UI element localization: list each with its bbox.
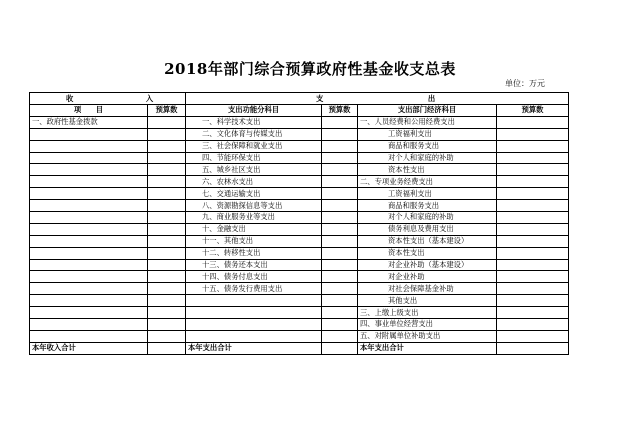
function-item-cell: 四、节能环保支出 xyxy=(186,152,322,164)
income-budget-cell xyxy=(148,128,186,140)
economic-budget-cell xyxy=(497,223,569,235)
economic-total-label: 本年支出合计 xyxy=(358,342,497,354)
income-item-cell xyxy=(30,319,148,331)
col-header-function: 支出功能分科目 xyxy=(186,105,322,117)
income-item-cell xyxy=(30,283,148,295)
function-budget-cell xyxy=(322,116,358,128)
function-item-cell xyxy=(186,295,322,307)
function-item-cell: 十一、其他支出 xyxy=(186,235,322,247)
table-row xyxy=(30,271,569,283)
function-budget-cell xyxy=(322,235,358,247)
table-row xyxy=(30,235,569,247)
unit-label: 单位：万元 xyxy=(505,79,545,88)
economic-item-cell: 对个人和家庭的补助 xyxy=(358,152,497,164)
function-item-cell xyxy=(186,330,322,342)
function-item-cell: 三、社会保障和就业支出 xyxy=(186,140,322,152)
table-row xyxy=(30,116,569,128)
income-budget-cell xyxy=(148,164,186,176)
table-row xyxy=(30,247,569,259)
function-item-cell: 十四、债务付息支出 xyxy=(186,271,322,283)
function-item-cell: 九、商业服务业等支出 xyxy=(186,212,322,224)
income-item-cell xyxy=(30,164,148,176)
economic-item-cell: 一、人员经费和公用经费支出 xyxy=(358,116,497,128)
income-item-cell xyxy=(30,235,148,247)
income-item-cell xyxy=(30,188,148,200)
income-budget-cell xyxy=(148,307,186,319)
function-item-cell: 六、农林水支出 xyxy=(186,176,322,188)
economic-budget-cell xyxy=(497,188,569,200)
table-row xyxy=(30,295,569,307)
economic-budget-cell xyxy=(497,283,569,295)
income-total-value xyxy=(148,342,186,354)
income-budget-cell xyxy=(148,247,186,259)
function-budget-cell xyxy=(322,295,358,307)
economic-budget-cell xyxy=(497,319,569,331)
income-header-char2: 入 xyxy=(145,93,154,103)
economic-budget-cell xyxy=(497,212,569,224)
function-budget-cell xyxy=(322,307,358,319)
economic-item-cell: 其他支出 xyxy=(358,295,497,307)
function-budget-cell xyxy=(322,176,358,188)
header-row-income-expense xyxy=(30,93,569,105)
function-budget-cell xyxy=(322,330,358,342)
header-row-columns xyxy=(30,105,569,117)
income-budget-cell xyxy=(148,283,186,295)
function-item-cell: 一、科学技术支出 xyxy=(186,116,322,128)
function-budget-cell xyxy=(322,247,358,259)
col-header-budget-income: 预算数 xyxy=(148,105,186,117)
economic-item-cell: 对企业补助（基本建设） xyxy=(358,259,497,271)
income-item-cell xyxy=(30,176,148,188)
table-row xyxy=(30,330,569,342)
function-budget-cell xyxy=(322,188,358,200)
income-item-cell xyxy=(30,307,148,319)
income-item-cell xyxy=(30,295,148,307)
table-row xyxy=(30,307,569,319)
income-item-cell xyxy=(30,330,148,342)
document-title: 2018年部门综合预算政府性基金收支总表 xyxy=(164,60,456,78)
function-budget-cell xyxy=(322,140,358,152)
economic-item-cell: 三、上缴上级支出 xyxy=(358,307,497,319)
economic-item-cell: 商品和服务支出 xyxy=(358,140,497,152)
income-item-cell xyxy=(30,223,148,235)
income-budget-cell xyxy=(148,330,186,342)
economic-budget-cell xyxy=(497,128,569,140)
economic-budget-cell xyxy=(497,307,569,319)
totals-row xyxy=(30,342,569,354)
expense-header-char1: 支 xyxy=(316,93,324,103)
function-budget-cell xyxy=(322,128,358,140)
table-row xyxy=(30,200,569,212)
col-header-economic: 支出部门经济科目 xyxy=(358,105,497,117)
income-budget-cell xyxy=(148,140,186,152)
income-budget-cell xyxy=(148,223,186,235)
income-budget-cell xyxy=(148,271,186,283)
income-header xyxy=(30,93,186,105)
function-budget-cell xyxy=(322,152,358,164)
economic-item-cell: 债务利息及费用支出 xyxy=(358,223,497,235)
income-budget-cell xyxy=(148,116,186,128)
function-total-value xyxy=(322,342,358,354)
table-row xyxy=(30,164,569,176)
col-header-item: 项 目 xyxy=(30,105,148,117)
table-row xyxy=(30,223,569,235)
function-item-cell: 十三、债务还本支出 xyxy=(186,259,322,271)
economic-item-cell: 工资福利支出 xyxy=(358,128,497,140)
income-budget-cell xyxy=(148,319,186,331)
economic-item-cell: 对企业补助 xyxy=(358,271,497,283)
function-item-cell xyxy=(186,307,322,319)
function-budget-cell xyxy=(322,271,358,283)
income-item-cell xyxy=(30,271,148,283)
economic-item-cell: 二、专项业务经费支出 xyxy=(358,176,497,188)
col-header-budget-function: 预算数 xyxy=(322,105,358,117)
income-item-cell xyxy=(30,212,148,224)
economic-budget-cell xyxy=(497,295,569,307)
income-budget-cell xyxy=(148,295,186,307)
expense-header-char2: 出 xyxy=(427,93,436,103)
economic-item-cell: 资本性支出（基本建设） xyxy=(358,235,497,247)
economic-item-cell: 四、事业单位经营支出 xyxy=(358,319,497,331)
economic-budget-cell xyxy=(497,330,569,342)
function-budget-cell xyxy=(322,212,358,224)
economic-item-cell: 资本性支出 xyxy=(358,164,497,176)
income-budget-cell xyxy=(148,212,186,224)
function-item-cell: 十五、债务发行费用支出 xyxy=(186,283,322,295)
function-budget-cell xyxy=(322,223,358,235)
economic-budget-cell xyxy=(497,271,569,283)
income-item-cell xyxy=(30,247,148,259)
economic-item-cell: 商品和服务支出 xyxy=(358,200,497,212)
economic-budget-cell xyxy=(497,116,569,128)
function-budget-cell xyxy=(322,319,358,331)
economic-total-value xyxy=(497,342,569,354)
economic-item-cell: 对社会保障基金补助 xyxy=(358,283,497,295)
function-item-cell: 二、文化体育与传媒支出 xyxy=(186,128,322,140)
income-budget-cell xyxy=(148,235,186,247)
income-item-cell xyxy=(30,200,148,212)
function-item-cell: 五、城乡社区支出 xyxy=(186,164,322,176)
economic-item-cell: 工资福利支出 xyxy=(358,188,497,200)
function-item-cell: 十、金融支出 xyxy=(186,223,322,235)
function-total-label: 本年支出合计 xyxy=(186,342,322,354)
function-budget-cell xyxy=(322,200,358,212)
economic-budget-cell xyxy=(497,259,569,271)
economic-budget-cell xyxy=(497,176,569,188)
function-budget-cell xyxy=(322,283,358,295)
income-budget-cell xyxy=(148,188,186,200)
function-item-cell: 十二、转移性支出 xyxy=(186,247,322,259)
function-item-cell xyxy=(186,319,322,331)
income-item-cell: 一、政府性基金拨款 xyxy=(30,116,148,128)
income-header-char1: 收 xyxy=(66,93,74,103)
table-row xyxy=(30,128,569,140)
economic-budget-cell xyxy=(497,200,569,212)
economic-item-cell: 资本性支出 xyxy=(358,247,497,259)
col-header-budget-economic: 预算数 xyxy=(497,105,569,117)
table-row xyxy=(30,152,569,164)
economic-budget-cell xyxy=(497,247,569,259)
economic-budget-cell xyxy=(497,152,569,164)
table-row xyxy=(30,259,569,271)
function-budget-cell xyxy=(322,259,358,271)
table-row xyxy=(30,188,569,200)
function-item-cell: 八、资源勘探信息等支出 xyxy=(186,200,322,212)
economic-item-cell: 五、对附属单位补助支出 xyxy=(358,330,497,342)
table-row xyxy=(30,319,569,331)
expense-header xyxy=(186,93,569,105)
economic-budget-cell xyxy=(497,164,569,176)
income-total-label: 本年收入合计 xyxy=(30,342,148,354)
economic-budget-cell xyxy=(497,235,569,247)
function-item-cell: 七、交通运输支出 xyxy=(186,188,322,200)
table-row xyxy=(30,176,569,188)
income-item-cell xyxy=(30,140,148,152)
table-row xyxy=(30,140,569,152)
table-row xyxy=(30,212,569,224)
budget-table xyxy=(29,92,569,355)
income-item-cell xyxy=(30,259,148,271)
table-row xyxy=(30,283,569,295)
economic-budget-cell xyxy=(497,140,569,152)
economic-item-cell: 对个人和家庭的补助 xyxy=(358,212,497,224)
income-budget-cell xyxy=(148,200,186,212)
income-budget-cell xyxy=(148,176,186,188)
income-item-cell xyxy=(30,128,148,140)
income-budget-cell xyxy=(148,152,186,164)
income-budget-cell xyxy=(148,259,186,271)
income-item-cell xyxy=(30,152,148,164)
function-budget-cell xyxy=(322,164,358,176)
